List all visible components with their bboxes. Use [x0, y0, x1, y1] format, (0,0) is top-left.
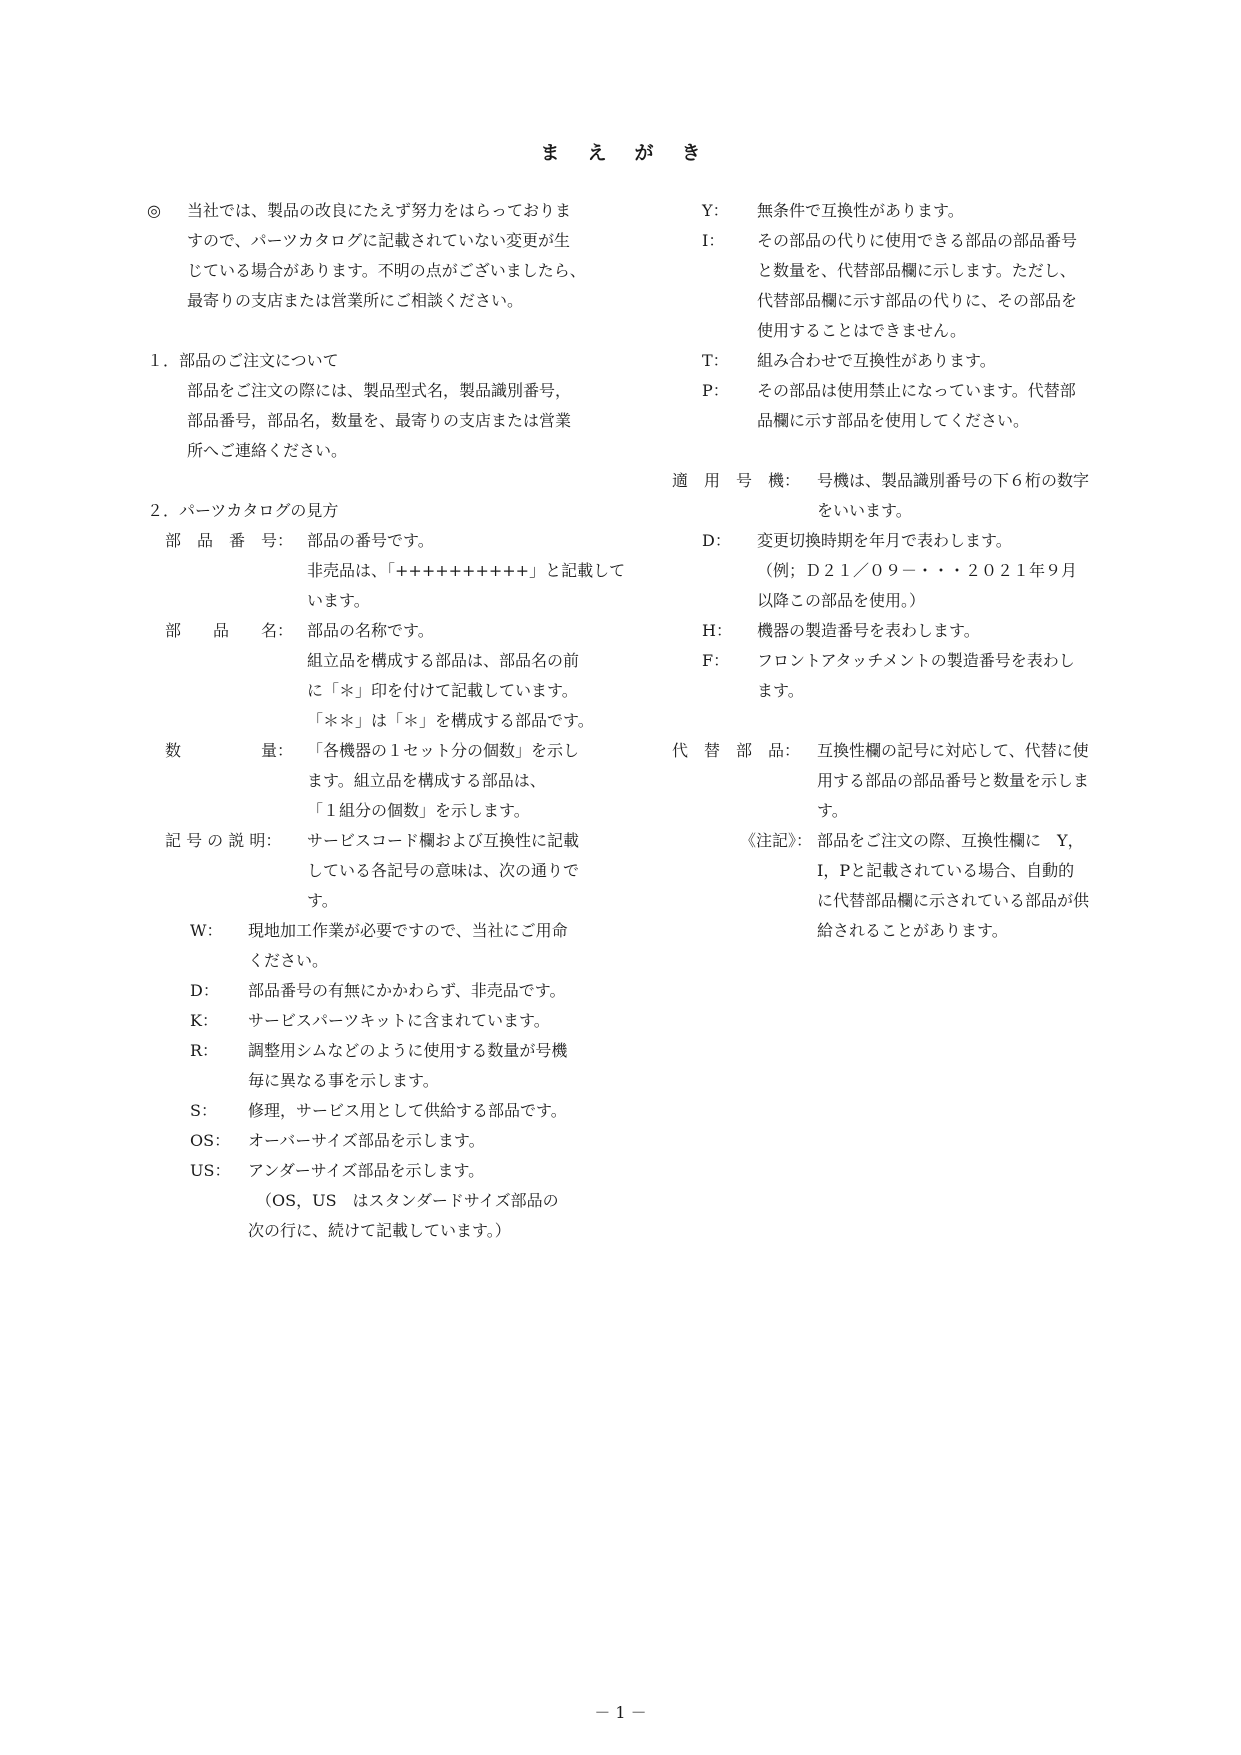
page-title: まえがき: [540, 142, 729, 164]
part-number-line: 部品の番号です。: [307, 531, 434, 550]
section2-heading: ２．パーツカタログの見方: [147, 501, 339, 520]
applicable-line: 号機は、製品識別番号の下６桁の数字: [817, 471, 1090, 490]
symbols-line: している各記号の意味は、次の通りで: [307, 861, 580, 880]
compat-code: P：: [702, 381, 729, 400]
alternative-line: 互換性欄の記号に対応して、代替に使: [817, 741, 1089, 760]
quantity-line: 「１組分の個数」を示します。: [307, 801, 530, 820]
symbol-code: OS：: [190, 1131, 231, 1150]
applicable-item-line: 機器の製造番号を表わします。: [757, 621, 980, 640]
symbol-line: 次の行に、続けて記載しています。）: [248, 1221, 511, 1240]
part-name-line: 部品の名称です。: [307, 621, 434, 640]
symbol-code: W：: [190, 921, 223, 940]
symbol-line: 部品番号の有無にかかわらず、非売品です。: [248, 981, 566, 1000]
intro-line: すので、パーツカタログに記載されていない変更が生: [187, 231, 571, 250]
applicable-item-line: フロントアタッチメントの製造番号を表わし: [757, 651, 1075, 670]
symbol-code: D：: [190, 981, 219, 1000]
quantity-line: 「各機器の１セット分の個数」を示し: [307, 741, 580, 760]
symbols-line: す。: [307, 891, 338, 910]
compat-line: その部品の代りに使用できる部品の部品番号: [757, 231, 1078, 250]
compat-code: T：: [702, 351, 729, 370]
compat-line: と数量を、代替部品欄に示します。ただし、: [757, 261, 1076, 280]
compat-line: 品欄に示す部品を使用してください。: [757, 411, 1030, 430]
symbols-label: 記 号 の 説 明：: [165, 831, 282, 850]
section1-heading: １．部品のご注文について: [147, 351, 339, 370]
applicable-code: H：: [702, 621, 732, 640]
applicable-item-line: 変更切換時期を年月で表わします。: [757, 531, 1012, 550]
compat-line: その部品は使用禁止になっています。代替部: [757, 381, 1076, 400]
symbol-line: オーバーサイズ部品を示します。: [248, 1131, 485, 1150]
compat-code: I：: [702, 231, 725, 250]
alternative-line: す。: [817, 801, 848, 820]
note-line: に代替部品欄に示されている部品が供: [817, 891, 1090, 910]
part-number-line: 非売品は、「++++++++++」と記載して: [307, 561, 626, 580]
page-number: － 1 －: [594, 1703, 647, 1722]
applicable-label: 適 用 号 機：: [672, 471, 801, 490]
symbol-code: K：: [190, 1011, 218, 1030]
quantity-line: ます。組立品を構成する部品は、: [307, 771, 546, 790]
symbol-line: アンダーサイズ部品を示します。: [248, 1161, 485, 1180]
compat-line: 代替部品欄に示す部品の代りに、その部品を: [757, 291, 1078, 310]
compat-line: 使用することはできません。: [757, 321, 966, 340]
section1-line: 部品をご注文の際には、製品型式名，製品識別番号，: [187, 381, 572, 400]
symbol-code: R：: [190, 1041, 219, 1060]
part-name-line: 組立品を構成する部品は、部品名の前: [307, 651, 580, 670]
section1-line: 所へご連絡ください。: [187, 441, 348, 460]
intro-line: 最寄りの支店または営業所にご相談ください。: [187, 291, 524, 310]
applicable-code: D：: [702, 531, 731, 550]
compat-code: Y：: [702, 201, 729, 220]
symbol-line: サービスパーツキットに含まれています。: [248, 1011, 550, 1030]
compat-line: 無条件で互換性があります。: [757, 201, 964, 220]
symbol-line: 修理，サービス用として供給する部品です。: [248, 1101, 567, 1120]
intro-line: じている場合があります。不明の点がございましたら、: [187, 261, 586, 280]
applicable-code: F：: [702, 651, 730, 670]
applicable-item-line: ます。: [757, 681, 804, 700]
intro-mark: ◎: [147, 201, 161, 220]
intro-line: 当社では、製品の改良にたえず努力をはらっておりま: [187, 201, 572, 220]
part-number-line: います。: [307, 591, 370, 610]
quantity-label: 数 量：: [165, 741, 294, 760]
symbol-line: （OS，US はスタンダードサイズ部品の: [256, 1191, 559, 1210]
symbol-line: 現地加工作業が必要ですので、当社にご用命: [248, 921, 568, 940]
part-name-line: 「＊＊」は「＊」を構成する部品です。: [307, 711, 594, 730]
compat-line: 組み合わせで互換性があります。: [757, 351, 996, 370]
applicable-line: をいいます。: [817, 501, 912, 520]
note-line: I，Pと記載されている場合、自動的: [817, 861, 1075, 880]
symbol-line: 調整用シムなどのように使用する数量が号機: [248, 1041, 568, 1060]
part-name-label: 部 品 名：: [165, 621, 294, 640]
note-line: 部品をご注文の際、互換性欄に Y，: [817, 831, 1084, 850]
applicable-item-line: （例；Ｄ２１／０９－・・・２０２１年９月: [757, 561, 1078, 580]
alternative-label: 代 替 部 品：: [672, 741, 801, 760]
alternative-line: 用する部品の部品番号と数量を示しま: [817, 771, 1090, 790]
note-label: 《注記》：: [740, 831, 813, 850]
symbol-line: 毎に異なる事を示します。: [248, 1071, 439, 1090]
part-name-line: に「＊」印を付けて記載しています。: [307, 681, 578, 700]
symbol-code: US：: [190, 1161, 231, 1180]
part-number-label: 部 品 番 号：: [165, 531, 294, 550]
symbols-line: サービスコード欄および互換性に記載: [307, 831, 580, 850]
applicable-item-line: 以降この部品を使用。）: [757, 591, 926, 610]
section1-line: 部品番号，部品名，数量を、最寄りの支店または営業: [187, 411, 572, 430]
symbol-line: ください。: [248, 951, 329, 970]
note-line: 給されることがあります。: [817, 921, 1008, 940]
symbol-code: S：: [190, 1101, 217, 1120]
